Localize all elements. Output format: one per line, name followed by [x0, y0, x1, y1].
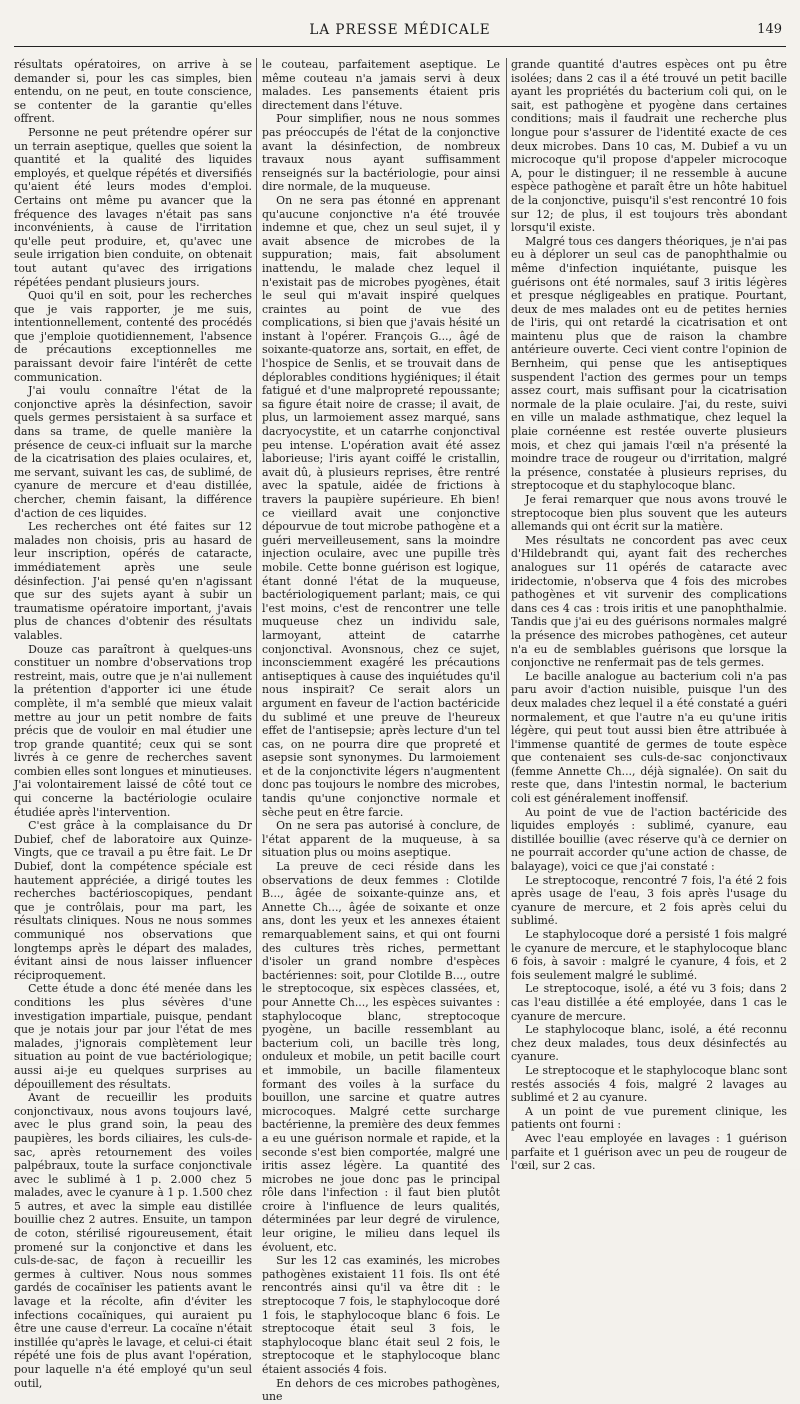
text-column-3	[511, 58, 787, 1173]
paragraph: Le bacille analogue au bacterium coli n'a pas paru avoir d'action nuisible, puisque l'un des deux malades chez lequel il a été constaté a guéri normalement, et que l'autre n'a eu qu'une iritis légère, qui peut tout aussi bien être attribuée à l'immense quantité de germes de toute espèce que contenaient ses culs-de-sac conjonctivaux (femme Annette Ch..., déjà signalée). On sait du reste que, dans l'intestin normal, le bacterium coli est généralement inoffensif.	[511, 669, 787, 806]
paragraph: Mes résultats ne concordent pas avec ceux d'Hildebrandt qui, ayant fait des recherches analogues sur 11 opérés de cataracte avec iridectomie, n'observa que 4 fois des microbes pathogènes et vit survenir des complications dans ces 4 cas : trois iritis et une panophthalmie. Tandis que j'ai eu des guérisons normales malgré la présence des microbes pathogènes, cet auteur n'a eu de semblables guérisons que lorsque la conjonctive ne renfermait pas de tels germes.	[511, 533, 787, 670]
paragraph: Les recherches ont été faites sur 12 malades non choisis, pris au hasard de leur inscription, opérés de cataracte, immédiatement après une seule désinfection. J'ai pensé qu'en n'agissant que sur des sujets ayant à subir un traumatisme opératoire important, j'avais plus de chances d'obtenir des résultats valables.	[14, 520, 252, 642]
column-divider	[506, 58, 507, 1160]
paragraph: Cette étude a donc été menée dans les conditions les plus sévères d'une investigation impartiale, puisque, pendant que je notais jour par jour l'état de mes malades, j'ignorais complètement leur situation au point de vue bactériologique; aussi ai-je eu quelques surprises au dépouillement des résultats.	[14, 982, 252, 1091]
paragraph: On ne sera pas étonné en apprenant qu'aucune conjonctive n'a été trouvée indemne et que, chez un seul sujet, il y avait absence de microbes de la suppuration; mais, fait absolument inattendu, le malade chez lequel il n'existait pas de microbes pyogènes, était le seul qui m'avait inspiré quelques craintes au point de vue des complications, si bien que j'avais hésité un instant à l'opérer. François G..., âgé de soixante-quatorze ans, sortait, en effet, de l'hospice de Senlis, et se trouvait dans de déplorables conditions hygiéniques; il était fatigué et d'une malpropreté repoussante; sa figure était noire de crasse; il avait, de plus, un larmoiement assez marqué, sans dacryocystite, et un catarrhe conjonctival peu intense. L'opération avait été assez laborieuse; l'iris ayant coiffé le cristallin, avait dû, à plusieurs reprises, être rentré avec la spatule, aidée de frictions à travers la paupière supérieure. Eh bien! ce vieillard avait une conjonctive dépourvue de tout microbe pathogène et a guéri merveilleusement, sans la moindre injection oculaire, avec une pupille très mobile. Cette bonne guérison est logique, étant donné l'état de la muqueuse, bactériologiquement parlant; mais, ce qui l'est moins, c'est de rencontrer une telle muqueuse chez un individu sale, larmoyant, atteint de catarrhe conjonctival. Avonsnous, chez ce sujet, inconsciemment exagéré les précautions antiseptiques à cause des inquiétudes qu'il nous inspirait? Ce serait alors un argument en faveur de l'action bactéricide du sublimé et une preuve de l'heureux effet de l'antisepsie; après lecture d'un tel cas, on ne pourra dire que propreté et asepsie sont synonymes. Du larmoiement et de la conjonctivite légers n'augmentent donc pas toujours le nombre des microbes, tandis qu'une conjonctive normale et sèche peut en être farcie.	[262, 193, 500, 819]
paragraph: résultats opératoires, on arrive à se demander si, pour les cas simples, bien entendu, on ne peut, en toute conscience, se contenter de la garantie qu'elles offrent.	[14, 58, 252, 126]
paragraph: Douze cas paraîtront à quelques-uns constituer un nombre d'observations trop restreint, mais, outre que je n'ai nullement la prétention d'apporter ici une étude complète, il m'a semblé que mieux valait mettre au jour un petit nombre de faits précis que de vouloir en mal étudier une trop grande quantité; ceux qui se sont livrés à ce genre de recherches savent combien elles sont longues et minutieuses. J'ai volontairement laissé de côté tout ce qui concerne la bactériologie oculaire étudiée après l'intervention.	[14, 642, 252, 819]
page-number: 149	[757, 22, 782, 37]
paragraph: grande quantité d'autres espèces ont pu être isolées; dans 2 cas il a été trouvé un petit bacille ayant les propriétés du bacterium coli qui, on le sait, est pathogène et pyogène dans certaines conditions; mais il faudrait une recherche plus longue pour s'assurer de l'identité exacte de ces deux microbes. Dans 10 cas, M. Dubief a vu un microcoque qu'il propose d'appeler microcoque A, pour le distinguer; il ne ressemble à aucune espèce pathogène et paraît être un hôte habituel de la conjonctive, puisqu'il s'est rencontré 10 fois sur 12; de plus, il est toujours très abondant lorsqu'il existe.	[511, 58, 787, 235]
column-divider	[256, 58, 257, 1160]
paragraph: On ne sera pas autorisé à conclure, de l'état apparent de la muqueuse, à sa situation plus ou moins aseptique.	[262, 819, 500, 860]
text-column-1	[14, 58, 252, 1390]
text-column-2	[262, 58, 500, 1404]
paragraph: Le streptocoque, rencontré 7 fois, l'a été 2 fois après usage de l'eau, 3 fois après l'usage du cyanure de mercure, et 2 fois après celui du sublimé.	[511, 873, 787, 928]
header-rule	[14, 46, 786, 47]
paragraph: Je ferai remarquer que nous avons trouvé le streptocoque bien plus souvent que les auteurs allemands qui ont écrit sur la matière.	[511, 493, 787, 534]
paragraph: C'est grâce à la complaisance du Dr Dubief, chef de laboratoire aux Quinze-Vingts, que ce travail a pu être fait. Le Dr Dubief, dont la compétence spéciale est hautement appréciée, a dirigé toutes les recherches bactérioscopiques, pendant que je contrôlais, pour ma part, les résultats cliniques. Nous ne nous sommes communiqué nos observations que longtemps après le départ des malades, évitant ainsi de nous laisser influencer réciproquement.	[14, 819, 252, 982]
paragraph: Sur les 12 cas examinés, les microbes pathogènes existaient 11 fois. Ils ont été rencontrés ainsi qu'il va être dit : le streptocoque 7 fois, le staphylocoque doré 1 fois, le staphylocoque blanc 6 fois. Le streptocoque était seul 3 fois, le staphylocoque blanc était seul 2 fois, le streptocoque et le staphylocoque blanc étaient associés 4 fois.	[262, 1254, 500, 1376]
paragraph: Pour simplifier, nous ne nous sommes pas préoccupés de l'état de la conjonctive avant la désinfection, de nombreux travaux nous ayant suffisamment renseignés sur la bactériologie, pour ainsi dire normale, de la muqueuse.	[262, 112, 500, 194]
paragraph: Le staphylocoque blanc, isolé, a été reconnu chez deux malades, tous deux désinfectés au cyanure.	[511, 1023, 787, 1064]
paragraph: Avant de recueillir les produits conjonctivaux, nous avons toujours lavé, avec le plus grand soin, la peau des paupières, les bords ciliaires, les culs-de-sac, après retournement des voiles palpébraux, toute la surface conjonctivale avec le sublimé à 1 p. 2.000 chez 5 malades, avec le cyanure à 1 p. 1.500 chez 5 autres, et avec la simple eau distillée bouillie chez 2 autres. Ensuite, un tampon de coton, stérilisé rigoureusement, était promené sur la conjonctive et dans les culs-de-sac, de façon à recueillir les germes à cultiver. Nous nous sommes gardés de cocaïniser les patients avant le lavage et la récolte, afin d'éviter les infections cocaïniques, qui auraient pu être une cause d'erreur. La cocaïne n'était instillée qu'après le lavage, et celui-ci était répété une fois de plus avant l'opération, pour laquelle n'a été employé qu'un seul outil,	[14, 1091, 252, 1390]
paragraph: Le streptocoque, isolé, a été vu 3 fois; dans 2 cas l'eau distillée a été employée, dans 1 cas le cyanure de mercure.	[511, 982, 787, 1023]
paragraph: Quoi qu'il en soit, pour les recherches que je vais rapporter, je me suis, intentionnellement, contenté des procédés que j'emploie quotidiennement, l'absence de précautions exceptionnelles me paraissant devoir faire l'intérêt de cette communication.	[14, 289, 252, 384]
paragraph: En dehors de ces microbes pathogènes, une	[262, 1376, 500, 1404]
paragraph: le couteau, parfaitement aseptique. Le même couteau n'a jamais servi à deux malades. Les pansements étaient pris directement dans l'étuve.	[262, 58, 500, 112]
paragraph: Le streptocoque et le staphylocoque blanc sont restés associés 4 fois, malgré 2 lavages au sublimé et 2 au cyanure.	[511, 1063, 787, 1105]
paragraph: Personne ne peut prétendre opérer sur un terrain aseptique, quelles que soient la quantité et la qualité des liquides employés, et quelque répétés et diversifiés qu'aient été leurs modes d'emploi. Certains ont même pu avancer que la fréquence des lavages n'était pas sans inconvénients, à cause de l'irritation qu'elle peut produire, et, qu'avec une seule irrigation bien conduite, on obtenait tout autant qu'avec des irrigations répétées pendant plusieurs jours.	[14, 125, 252, 289]
paragraph: Le staphylocoque doré a persisté 1 fois malgré le cyanure de mercure, et le staphylocoque blanc 6 fois, à savoir : malgré le cyanure, 4 fois, et 2 fois seulement malgré le sublimé.	[511, 928, 787, 982]
paragraph: La preuve de ceci réside dans les observations de deux femmes : Clotilde B..., âgée de soixante-quinze ans, et Annette Ch..., âgée de soixante et onze ans, dont les yeux et les annexes étaient remarquablement sains, et qui ont fourni des cultures très riches, permettant d'isoler un grand nombre d'espèces bactériennes: soit, pour Clotilde B..., outre le streptocoque, six espèces classées, et, pour Annette Ch..., les espèces suivantes : staphylocoque blanc, streptocoque pyogène, un bacille ressemblant au bacterium coli, un bacille très long, onduleux et mobile, un petit bacille court et immobile, un bacille filamenteux formant des voiles à la surface du bouillon, une sarcine et quatre autres microcoques. Malgré cette surcharge bactérienne, la première des deux femmes a eu une guérison normale et rapide, et la seconde s'est bien comportée, malgré une iritis assez légère. La quantité des microbes ne joue donc pas le principal rôle dans l'infection : il faut bien plutôt croire à l'influence de leurs qualités, déterminées par leur degré de virulence, leur origine, le milieu dans lequel ils évoluent, etc.	[262, 860, 500, 1254]
paragraph: J'ai voulu connaître l'état de la conjonctive après la désinfection, savoir quels germes persistaient à sa surface et dans sa trame, de quelle manière la présence de ceux-ci influait sur la marche de la cicatrisation des plaies oculaires, et, me servant, suivant les cas, de sublimé, de cyanure de mercure et d'eau distillée, chercher, chemin faisant, la différence d'action de ces liquides.	[14, 384, 252, 520]
paragraph: Malgré tous ces dangers théoriques, je n'ai pas eu à déplorer un seul cas de panophthalmie ou même d'infection inquiétante, puisque les guérisons ont été normales, sauf 3 iritis légères et presque négligeables en pratique. Pourtant, deux de mes malades ont eu de petites hernies de l'iris, qui ont retardé la cicatrisation et ont maintenu plus que de raison la chambre antérieure ouverte. Ceci vient contre l'opinion de Bernheim, qui pense que les antiseptiques suspendent l'action des germes pour un temps assez court, mais suffisant pour la cicatrisation normale de la plaie oculaire. J'ai, du reste, suivi en ville un malade asthmatique, chez lequel la plaie cornéenne est restée ouverte plusieurs mois, et chez qui jamais l'œil n'a présenté la moindre trace de rougeur ou d'irritation, malgré la présence, constatée à plusieurs reprises, du streptocoque et du staphylocoque blanc.	[511, 234, 787, 493]
paragraph: Au point de vue de l'action bactéricide des liquides employés : sublimé, cyanure, eau distillée bouillie (avec réserve qu'à ce dernier on ne pourrait accorder qu'une action de chasse, de balayage), voici ce que j'ai constaté :	[511, 805, 787, 874]
page-header	[14, 12, 786, 52]
paragraph: Avec l'eau employée en lavages : 1 guérison parfaite et 1 guérison avec un peu de rougeur de l'œil, sur 2 cas.	[511, 1131, 787, 1173]
journal-title: LA PRESSE MÉDICALE	[309, 22, 491, 38]
paragraph: A un point de vue purement clinique, les patients ont fourni :	[511, 1104, 787, 1132]
